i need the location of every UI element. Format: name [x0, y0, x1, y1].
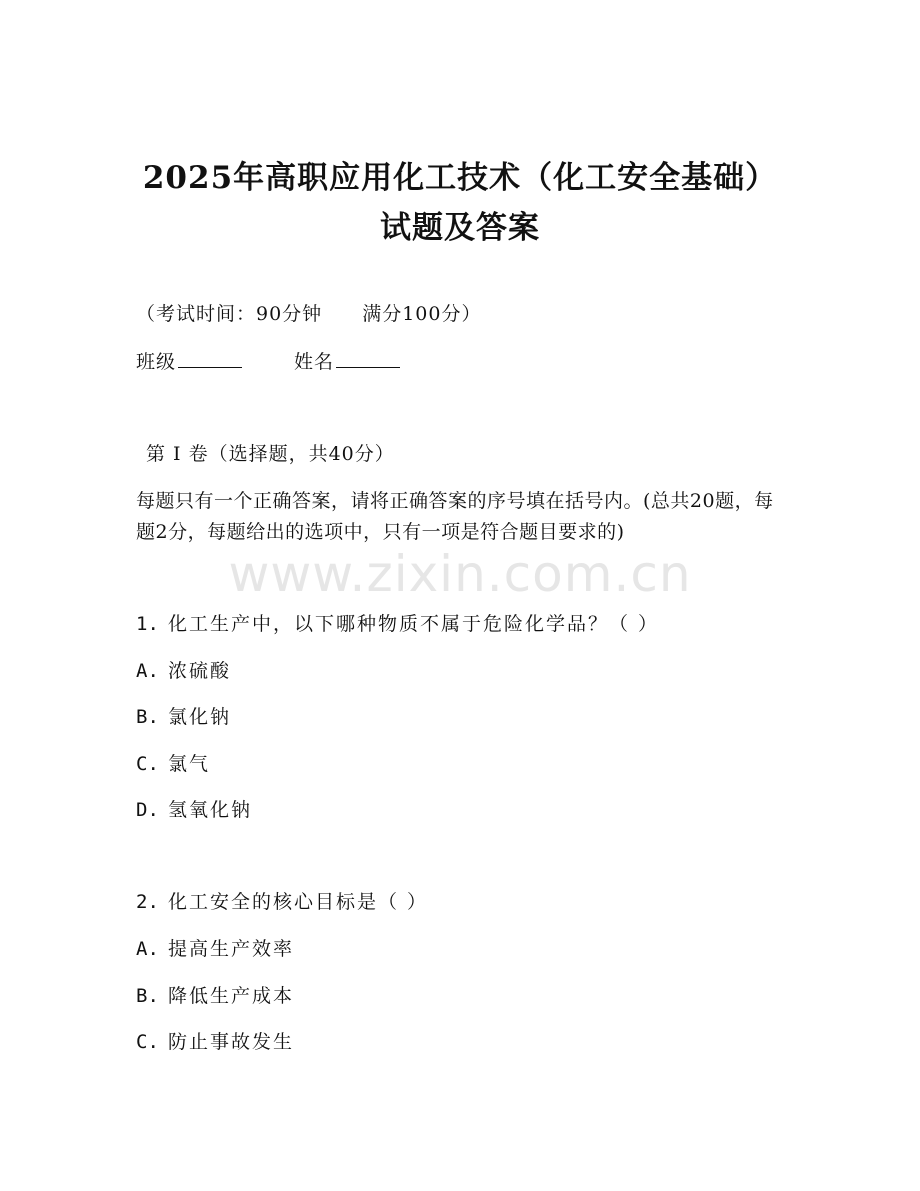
- option-letter: C.: [136, 753, 159, 775]
- question-text: 化工生产中，以下哪种物质不属于危险化学品？（ ）: [168, 613, 660, 635]
- class-label: 班级: [136, 351, 177, 373]
- question-1-option-b: [136, 703, 231, 731]
- question-2-option-a: [136, 935, 294, 963]
- document-title-line1: 2025年高职应用化工技术（化工安全基础）: [142, 160, 778, 196]
- document-title-line2: 试题及答案: [380, 210, 540, 246]
- option-letter: D.: [136, 799, 159, 821]
- instructions: 每题只有一个正确答案，请将正确答案的序号填在括号内。(总共20题，每题2分，每题给出的选项中，只有一项是符合题目要求的): [136, 490, 774, 543]
- option-text: 氢氧化钠: [168, 799, 253, 821]
- question-1-option-d: [136, 796, 252, 824]
- option-text: 浓硫酸: [168, 660, 232, 682]
- class-blank[interactable]: [178, 349, 242, 368]
- section-heading: 第 I 卷（选择题，共40分）: [146, 443, 395, 465]
- option-text: 氯气: [168, 753, 211, 775]
- question-2-option-c: [136, 1028, 294, 1056]
- option-letter: B.: [136, 706, 159, 728]
- question-text: 化工安全的核心目标是（ ）: [168, 891, 429, 913]
- question-number: 1.: [136, 613, 159, 635]
- exam-time: （考试时间：90分钟: [136, 303, 323, 325]
- option-text: 提高生产效率: [168, 938, 295, 960]
- option-letter: A.: [136, 660, 159, 682]
- name-label: 姓名: [294, 351, 335, 373]
- question-1-stem: [136, 610, 659, 638]
- student-info-row: [136, 348, 400, 376]
- exam-info: [136, 300, 481, 328]
- name-blank[interactable]: [336, 349, 400, 368]
- option-letter: C.: [136, 1031, 159, 1053]
- option-letter: A.: [136, 938, 159, 960]
- option-text: 降低生产成本: [168, 985, 295, 1007]
- question-1-option-c: [136, 750, 210, 778]
- question-2-option-b: [136, 982, 294, 1010]
- full-score: 满分100分）: [362, 303, 482, 325]
- option-text: 防止事故发生: [168, 1031, 295, 1053]
- question-1-option-a: [136, 657, 231, 685]
- option-text: 氯化钠: [168, 706, 232, 728]
- watermark: www.zixin.com.cn: [228, 545, 692, 603]
- option-letter: B.: [136, 985, 159, 1007]
- question-number: 2.: [136, 891, 159, 913]
- question-2-stem: [136, 888, 428, 916]
